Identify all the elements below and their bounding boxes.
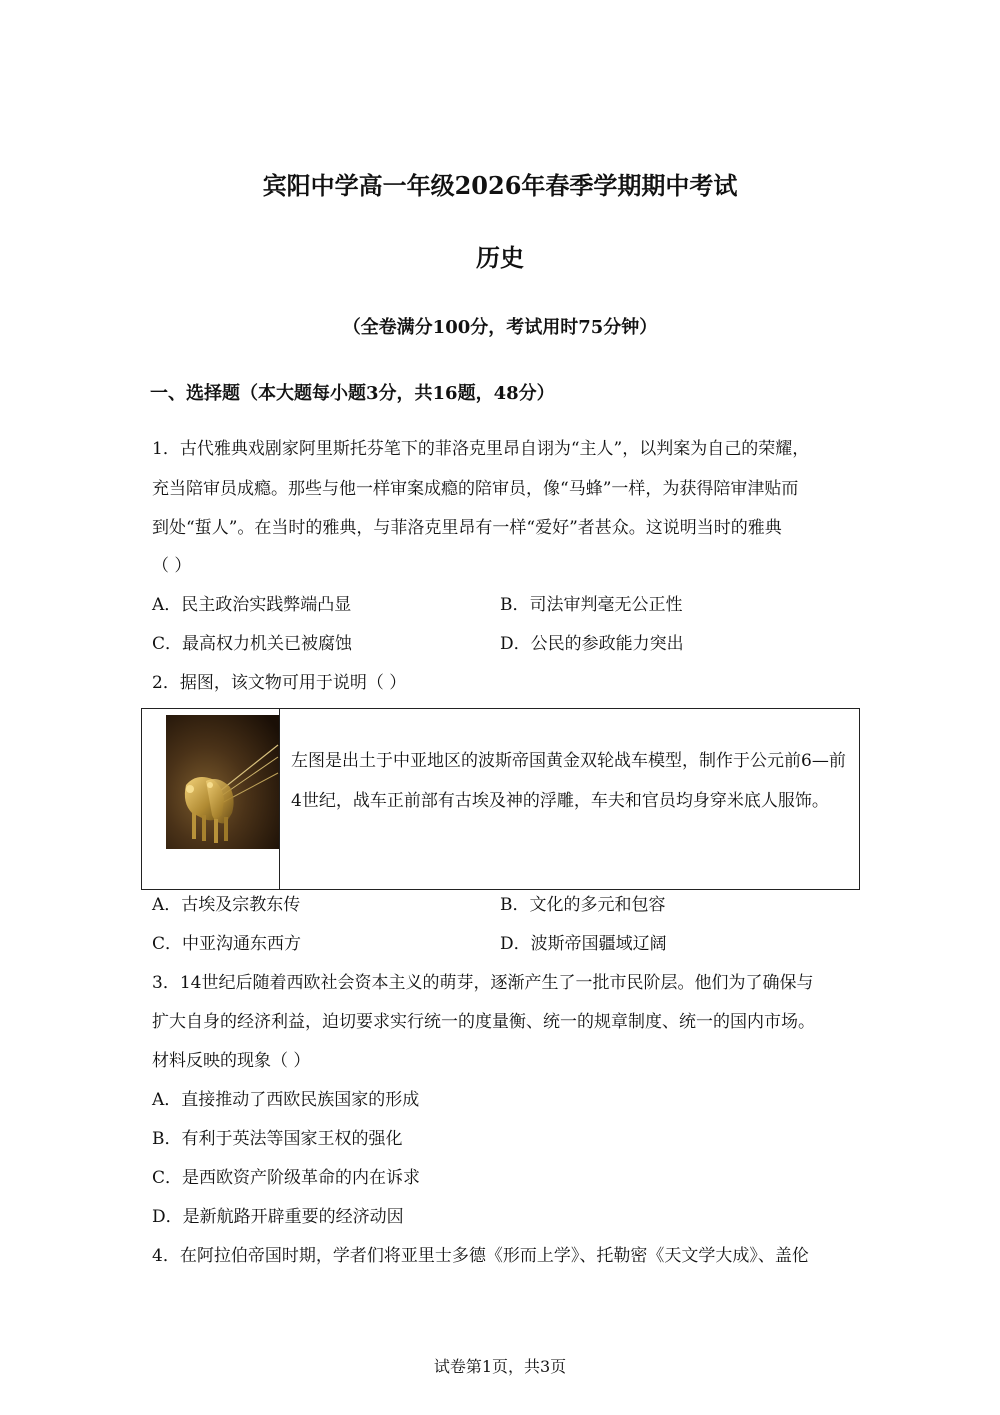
q1-option-a[interactable]: A．民主政治实践弊端凸显: [152, 595, 352, 615]
q2-figure-box: [141, 708, 860, 890]
exam-title: 宾阳中学高一年级2026年春季学期期中考试: [262, 171, 738, 200]
q3-option-b[interactable]: B．有利于英法等国家王权的强化: [152, 1129, 403, 1149]
q3-option-c[interactable]: C．是西欧资产阶级革命的内在诉求: [152, 1168, 421, 1188]
section-heading: 一、选择题（本大题每小题3分，共16题，48分）: [150, 383, 555, 404]
q4-line-1: 4．在阿拉伯帝国时期，学者们将亚里士多德《形而上学》、托勒密《天文学大成》、盖伦: [152, 1246, 809, 1266]
exam-note: （全卷满分100分，考试用时75分钟）: [342, 317, 658, 338]
q3-option-a[interactable]: A．直接推动了西欧民族国家的形成: [152, 1090, 420, 1110]
q3-line-1: 3．14世纪后随着西欧社会资本主义的萌芽，逐渐产生了一批市民阶层。他们为了确保与: [152, 973, 814, 993]
chariot-model-image: [166, 715, 280, 849]
q3-option-d[interactable]: D．是新航路开辟重要的经济动因: [152, 1207, 404, 1227]
q1-option-d[interactable]: D．公民的参政能力突出: [500, 634, 684, 654]
q2-option-c[interactable]: C．中亚沟通东西方: [152, 934, 302, 954]
figure-caption: 左图是出土于中亚地区的波斯帝国黄金双轮战车模型，制作于公元前6—前4世纪，战车正前部有古埃及神的浮雕，车夫和官员均身穿米底人服饰。: [291, 751, 846, 811]
q1-option-c[interactable]: C．最高权力机关已被腐蚀: [152, 634, 353, 654]
q1-line-2: 充当陪审员成瘾。那些与他一样审案成瘾的陪审员，像“马蜂”一样，为获得陪审津贴而: [152, 479, 799, 499]
q2-option-d[interactable]: D．波斯帝国疆域辽阔: [500, 934, 667, 954]
page-footer: 试卷第1页，共3页: [433, 1357, 567, 1376]
q2-option-b[interactable]: B．文化的多元和包容: [500, 895, 666, 915]
q2-option-a[interactable]: A．古埃及宗教东传: [152, 895, 301, 915]
q3-line-2: 扩大自身的经济利益，迫切要求实行统一的度量衡、统一的规章制度、统一的国内市场。: [152, 1012, 815, 1032]
q1-line-1: 1．古代雅典戏剧家阿里斯托芬笔下的菲洛克里昂自诩为“主人”，以判案为自己的荣耀，: [152, 439, 810, 459]
q3-line-3: 材料反映的现象（ ）: [152, 1051, 311, 1071]
q1-option-b[interactable]: B．司法审判毫无公正性: [500, 595, 683, 615]
figure-divider: [279, 709, 280, 889]
q1-line-3: 到处“蜇人”。在当时的雅典，与菲洛克里昂有一样“爱好”者甚众。这说明当时的雅典: [152, 518, 782, 538]
subject-title: 历史: [476, 243, 524, 272]
q2-stem: 2．据图，该文物可用于说明（ ）: [152, 673, 407, 693]
q1-line-4: （ ）: [152, 556, 192, 576]
